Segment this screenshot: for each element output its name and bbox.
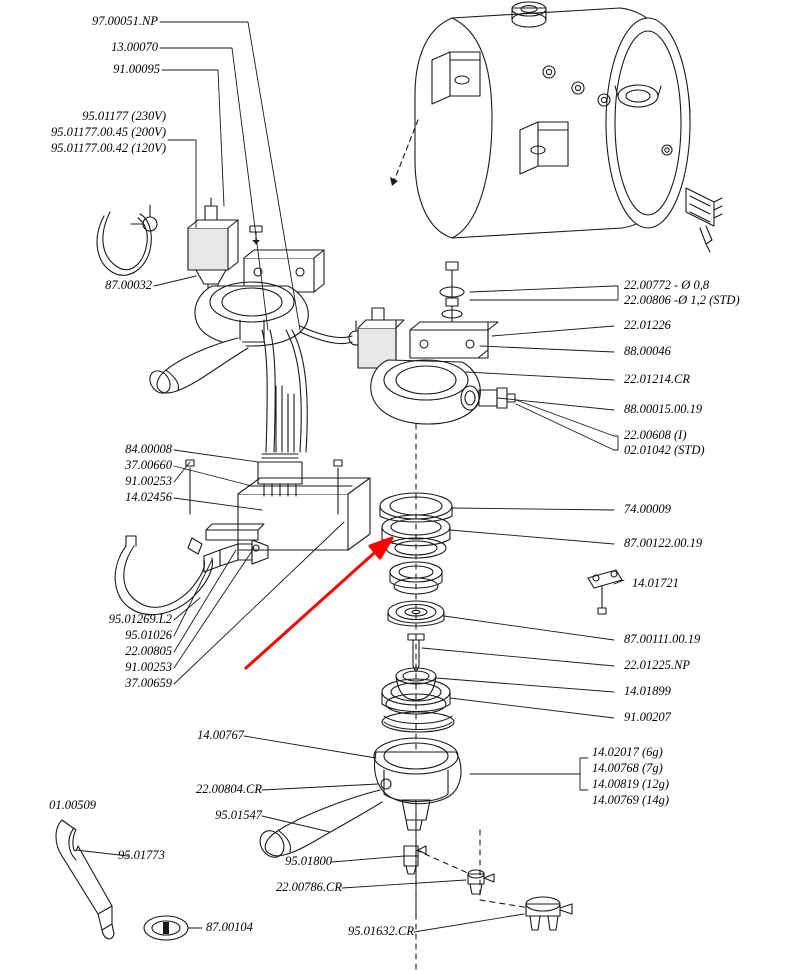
label-88-00015-00-19: 88.00015.00.19 [624, 402, 703, 416]
label-87-00111-00-19: 87.00111.00.19 [624, 632, 701, 646]
label-91-00253-b: 91.00253 [125, 660, 172, 674]
label-95-01177-group [0, 108, 166, 156]
label-87-00104: 87.00104 [206, 920, 253, 934]
label-22-01214-cr: 22.01214.CR [624, 372, 690, 386]
label-22-00772: 22.00772 - Ø 0,8 [624, 278, 710, 292]
label-91-00095: 91.00095 [113, 62, 160, 76]
label-02-01042: 02.01042 (STD) [624, 443, 705, 457]
label-basket-group [592, 744, 669, 808]
label-22-00806: 22.00806 -Ø 1,2 (STD) [624, 293, 740, 307]
label-87-00122-00-19: 87.00122.00.19 [624, 536, 703, 550]
label-95-01800: 95.01800 [285, 854, 332, 868]
label-22-01225-np: 22.01225.NP [624, 658, 690, 672]
label-95-01773: 95.01773 [118, 848, 165, 862]
label-88-00046: 88.00046 [624, 344, 671, 358]
label-95-01547: 95.01547 [215, 808, 262, 822]
label-22-00786-cr: 22.00786.CR [276, 880, 342, 894]
label-22-00804-cr: 22.00804.CR [196, 782, 262, 796]
label-01-00509: 01.00509 [49, 798, 96, 812]
label-13-00070: 13.00070 [111, 40, 158, 54]
label-95-01632-cr: 95.01632.CR [348, 924, 414, 938]
label-14-00767: 14.00767 [197, 728, 244, 742]
label-14-00819: 14.00819 (12g) [592, 777, 670, 791]
label-87-00032: 87.00032 [105, 278, 152, 292]
label-95-01177-00-45: 95.01177.00.45 (200V) [50, 125, 166, 139]
label-22-00608: 22.00608 (I) [624, 428, 687, 442]
label-14-01899: 14.01899 [624, 684, 671, 698]
label-37-00660: 37.00660 [125, 458, 172, 472]
boiler-assembly [415, 2, 722, 252]
label-14-00769: 14.00769 (14g) [592, 793, 670, 807]
label-22-01226: 22.01226 [624, 318, 671, 332]
label-91-00253-a: 91.00253 [125, 474, 172, 488]
label-14-00768: 14.00768 (7g) [592, 761, 663, 775]
label-84-00008: 84.00008 [125, 442, 172, 456]
label-91-00207: 91.00207 [624, 710, 671, 724]
label-95-01177-00-42: 95.01177.00.42 (120V) [50, 141, 166, 155]
label-14-02017: 14.02017 (6g) [592, 745, 663, 759]
label-14-01721: 14.01721 [632, 576, 679, 590]
label-95-01177-230v: 95.01177 (230V) [82, 109, 166, 123]
label-14-02456: 14.02456 [125, 490, 172, 504]
label-74-00009: 74.00009 [624, 502, 671, 516]
label-22-00805: 22.00805 [125, 644, 172, 658]
label-37-00659: 37.00659 [125, 676, 172, 690]
label-95-01026: 95.01026 [125, 628, 172, 642]
label-97-00051-np: 97.00051.NP [92, 14, 158, 28]
label-95-01269-l2: 95.01269.L2 [108, 612, 172, 626]
